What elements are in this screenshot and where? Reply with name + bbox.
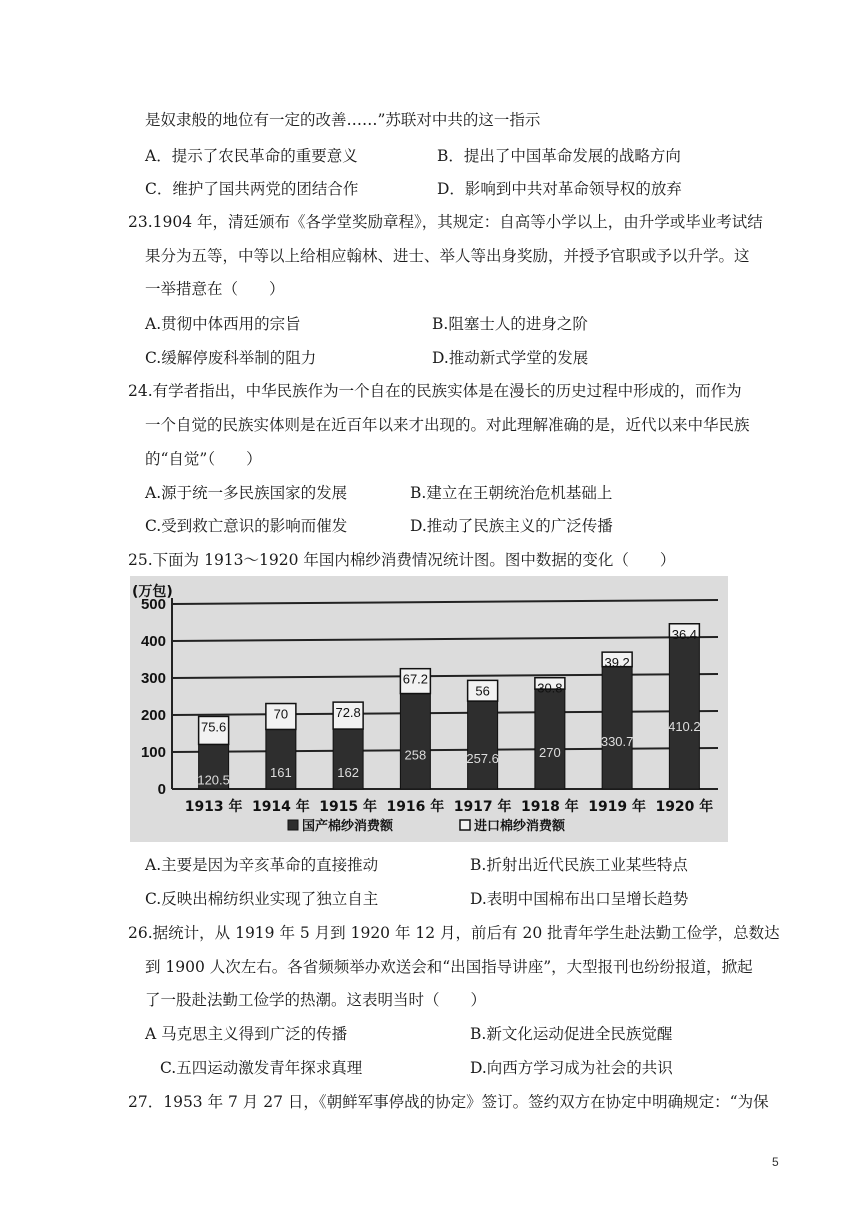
page-number: 5 (772, 1155, 779, 1169)
bar-label-imported: 67.2 (402, 671, 429, 687)
q26-option-d: D.向西方学习成为社会的共识 (470, 1059, 673, 1077)
question-22-stem-end: 是奴隶般的地位有一定的改善……”苏联对中共的这一指示 (145, 111, 541, 129)
bar-label-domestic: 330.7 (600, 733, 634, 749)
q23-option-c: C.缓解停废科举制的阻力 (145, 349, 317, 367)
x-tick-label: 1914 年 (251, 799, 310, 815)
q25-stem: 25.下面为 1913～1920 年国内棉纱消费情况统计图。图中数据的变化（ ） (128, 551, 676, 569)
bar-label-domestic: 161 (270, 765, 292, 781)
q23-option-d: D.推动新式学堂的发展 (432, 349, 589, 367)
bar-label-domestic: 162 (337, 765, 359, 781)
x-tick-label: 1917 年 (453, 799, 512, 815)
bar-domestic (669, 637, 699, 789)
x-tick-label: 1919 年 (588, 799, 647, 815)
legend-swatch-imported (460, 820, 470, 830)
q25-option-c: C.反映出棉纺织业实现了独立自主 (145, 890, 379, 908)
bar-label-imported: 72.8 (335, 705, 361, 721)
chart-svg (130, 576, 728, 842)
legend-swatch-domestic (288, 820, 298, 830)
q26-option-a: A 马克思主义得到广泛的传播 (145, 1025, 348, 1043)
cotton-yarn-chart (130, 576, 728, 842)
x-tick-label: 1916 年 (386, 799, 445, 815)
y-tick-label: 0 (157, 781, 166, 798)
q24-option-b: B.建立在王朝统治危机基础上 (410, 484, 613, 502)
q24-stem-line-3: 的“自觉”（ ） (145, 450, 262, 468)
q22-option-d: D．影响到中共对革命领导权的放弃 (437, 180, 682, 198)
q24-option-c: C.受到救亡意识的影响而催发 (145, 517, 348, 535)
q23-stem-line-1: 23.1904 年，清廷颁布《各学堂奖励章程》，其规定：自高等小学以上，由升学或毕业考试结 (128, 213, 763, 231)
q25-option-b: B.折射出近代民族工业某些特点 (470, 856, 688, 874)
gridline (172, 600, 718, 604)
q24-stem-line-2: 一个自觉的民族实体则是在近百年以来才出现的。对此理解准确的是，近代以来中华民族 (145, 416, 750, 434)
bar-domestic (468, 701, 498, 789)
bar-label-imported: 30.8 (537, 680, 563, 696)
y-tick-label: 200 (140, 707, 166, 724)
legend-label-imported: 进口棉纱消费额 (474, 819, 566, 834)
x-tick-label: 1918 年 (520, 799, 579, 815)
bar-label-imported: 75.6 (200, 719, 227, 735)
bar-label-domestic: 120.5 (197, 772, 230, 788)
q26-option-b: B.新文化运动促进全民族觉醒 (470, 1025, 673, 1043)
gridline (172, 711, 718, 715)
bar-domestic (602, 667, 632, 789)
q23-option-a: A.贯彻中体西用的宗旨 (145, 315, 301, 333)
q24-option-a: A.源于统一多民族国家的发展 (145, 484, 348, 502)
q26-stem-line-2: 到 1900 人次左右。各省频频举办欢送会和“出国指导讲座”，大型报刊也纷纷报道，掀起 (145, 958, 753, 976)
x-tick-label: 1915 年 (319, 799, 378, 815)
q26-stem-line-3: 了一股赴法勤工俭学的热潮。这表明当时（ ） (145, 991, 487, 1009)
q22-option-c: C．维护了国共两党的团结合作 (145, 180, 359, 198)
bar-label-domestic: 257.6 (466, 751, 499, 767)
gridline (172, 674, 718, 678)
legend-label-domestic: 国产棉纱消费额 (302, 819, 394, 834)
x-tick-label: 1913 年 (184, 799, 243, 815)
gridline (172, 748, 718, 752)
y-tick-label: 300 (140, 670, 166, 687)
q24-option-d: D.推动了民族主义的广泛传播 (410, 517, 613, 535)
bar-label-imported: 56 (475, 683, 490, 699)
q22-option-b: B．提出了中国革命发展的战略方向 (437, 147, 681, 165)
bar-label-domestic: 410.2 (668, 719, 701, 735)
bar-domestic (535, 689, 565, 789)
bar-label-domestic: 258 (404, 747, 427, 763)
bar-domestic (400, 694, 430, 789)
bar-label-imported: 39.2 (604, 655, 630, 671)
q26-stem-line-1: 26.据统计，从 1919 年 5 月到 1920 年 12 月，前后有 20 批青年学生赴法勤工俭学，总数达 (128, 924, 780, 942)
y-axis-unit-label: (万包) (132, 584, 173, 600)
q23-stem-line-3: 一举措意在（ ） (145, 280, 285, 298)
q27-stem-line-1: 27．1953 年 7 月 27 日，《朝鲜军事停战的协定》签订。签约双方在协定中明确规定：“为保 (128, 1093, 769, 1111)
gridline (172, 637, 718, 641)
q25-option-a: A.主要是因为辛亥革命的直接推动 (145, 856, 379, 874)
y-tick-label: 500 (140, 596, 166, 613)
q26-option-c: C.五四运动激发青年探求真理 (160, 1059, 363, 1077)
q24-stem-line-1: 24.有学者指出，中华民族作为一个自在的民族实体是在漫长的历史过程中形成的，而作为 (128, 382, 742, 400)
x-tick-label: 1920 年 (655, 799, 714, 815)
q25-option-d: D.表明中国棉布出口呈增长趋势 (470, 890, 689, 908)
q22-option-a: A．提示了农民革命的重要意义 (145, 147, 358, 165)
y-tick-label: 400 (140, 633, 166, 650)
q23-option-b: B.阻塞士人的进身之阶 (432, 315, 588, 333)
bar-label-domestic: 270 (539, 745, 561, 761)
y-tick-label: 100 (140, 744, 166, 761)
bar-label-imported: 70 (273, 706, 289, 722)
q23-stem-line-2: 果分为五等，中等以上给相应翰林、进士、举人等出身奖励，并授予官职或予以升学。这 (145, 247, 750, 265)
bar-label-imported: 36.4 (671, 626, 698, 642)
